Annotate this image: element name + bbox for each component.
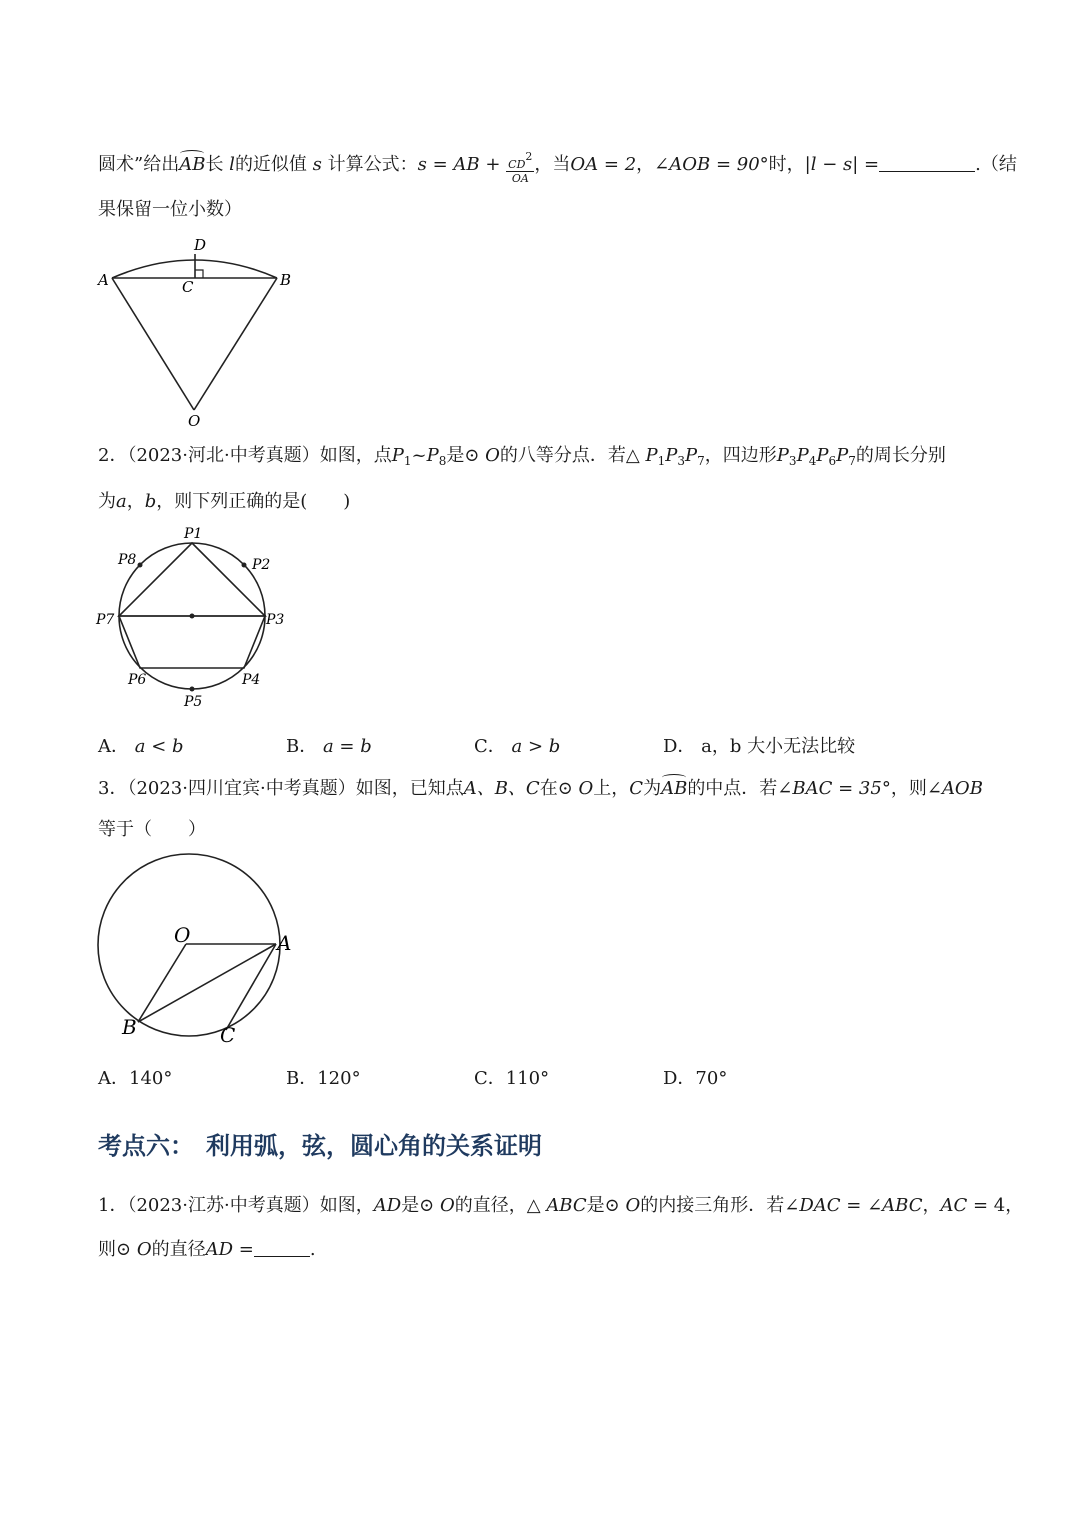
text: 在⊙ <box>539 778 573 799</box>
label-P7: P7 <box>96 612 115 628</box>
var: C <box>629 778 644 799</box>
q3-line-1 <box>98 777 983 801</box>
points: A、B、C <box>463 778 540 799</box>
sub: 7 <box>697 454 705 468</box>
q-prev-line-2: 果保留一位小数） <box>98 199 242 220</box>
text: ，当 <box>534 154 571 175</box>
label-O: O <box>188 412 201 430</box>
var: O <box>625 1195 641 1216</box>
sub: 3 <box>788 454 797 468</box>
sub: 6 <box>828 454 837 468</box>
text: ，则下列正确的是( ) <box>156 491 351 512</box>
label-P5: P5 <box>184 694 203 710</box>
var: O <box>578 778 594 799</box>
opt-text: a < b <box>134 736 184 757</box>
text: ，四边形 <box>704 445 777 466</box>
var: P <box>685 445 698 466</box>
opt-text: a，b 大小无法比较 <box>701 736 856 757</box>
label-B: B <box>280 271 292 289</box>
text: 为 <box>643 778 662 799</box>
var: AOB <box>941 778 983 799</box>
q3-option-d[interactable]: D．70° <box>663 1068 728 1089</box>
q2-option-a[interactable] <box>98 732 184 758</box>
var: P <box>391 445 404 466</box>
text: 1．（2023·江苏·中考真题）如图， <box>98 1195 374 1216</box>
formula: OA = 2 <box>570 154 637 175</box>
text: 是⊙ <box>446 445 480 466</box>
answer-blank[interactable] <box>254 1240 310 1257</box>
text: ， <box>126 491 145 512</box>
text: 2．（2023·河北·中考真题）如图，点 <box>98 445 392 466</box>
text: 为 <box>98 491 116 512</box>
q2-option-d[interactable] <box>663 732 855 758</box>
opt-label: A． <box>98 736 129 757</box>
text: 是⊙ <box>586 1195 620 1216</box>
q2-line-2 <box>98 490 350 514</box>
text: . <box>309 1239 316 1260</box>
q2-option-b[interactable] <box>286 732 372 758</box>
text: ，∠ <box>636 154 670 175</box>
opt-label: B． <box>286 736 318 757</box>
text: 的八等分点．若△ <box>499 445 640 466</box>
label-A: A <box>277 931 292 955</box>
var: P <box>776 445 789 466</box>
text: 时， <box>768 154 805 175</box>
figure-sector <box>90 232 300 432</box>
var: ABC <box>882 1195 923 1216</box>
text: = ∠ <box>840 1195 883 1216</box>
q3-line-2: 等于（ ） <box>98 819 206 840</box>
text: ， <box>922 1195 941 1216</box>
var: O <box>136 1239 152 1260</box>
var: b <box>144 491 157 512</box>
var: P <box>645 445 658 466</box>
var: P <box>665 445 678 466</box>
formula: |l − s| = <box>804 154 880 175</box>
arc-ab: AB <box>661 778 688 799</box>
var: P <box>426 445 439 466</box>
formula: BAC = 35° <box>792 778 891 799</box>
label-C: C <box>220 1023 236 1047</box>
text: 的周长分别 <box>855 445 946 466</box>
arc-ab: AB <box>179 154 206 175</box>
text: = 4， <box>967 1195 1024 1216</box>
q3-option-b[interactable]: B．120° <box>286 1068 361 1089</box>
var: O <box>439 1195 455 1216</box>
sub: 7 <box>848 454 856 468</box>
text: 计算公式： <box>327 154 418 175</box>
q2-line-1 <box>98 444 946 473</box>
opt-label: C． <box>474 736 506 757</box>
q3-option-a[interactable]: A．140° <box>98 1068 173 1089</box>
label-P1: P1 <box>184 526 203 542</box>
label-P4: P4 <box>242 672 261 688</box>
sub: 4 <box>808 454 817 468</box>
text: ~ <box>411 445 427 466</box>
fraction: $\frac{CD2}{OA}$ <box>508 150 533 185</box>
label-P8: P8 <box>118 552 137 568</box>
sub: 3 <box>677 454 686 468</box>
var: AD <box>373 1195 402 1216</box>
text: .（结 <box>975 154 1017 175</box>
q3-option-c[interactable]: C．110° <box>474 1068 550 1089</box>
label-C: C <box>182 278 194 296</box>
label-P2: P2 <box>252 557 271 573</box>
var: ABC <box>546 1195 587 1216</box>
q-prev-line-1 <box>98 150 1017 185</box>
sub: 8 <box>438 454 447 468</box>
var: AC <box>940 1195 968 1216</box>
var: P <box>796 445 809 466</box>
figure-circle-oab <box>94 852 304 1052</box>
q4-line-1 <box>98 1194 1023 1218</box>
opt-text: a > b <box>511 736 561 757</box>
section-title: 考点六： 利用弧，弦，圆心角的关系证明 <box>98 1132 542 1160</box>
label-O: O <box>174 923 191 947</box>
text: = <box>233 1239 254 1260</box>
var-s: s <box>312 154 322 175</box>
opt-label: D． <box>663 736 696 757</box>
sub: 1 <box>403 454 412 468</box>
var-l: l <box>229 154 235 175</box>
label-P3: P3 <box>266 612 285 628</box>
text: 上， <box>593 778 630 799</box>
text: 的近似值 <box>234 154 307 175</box>
text: 的直径 <box>151 1239 206 1260</box>
var: O <box>485 445 500 466</box>
label-P6: P6 <box>128 672 147 688</box>
var: P <box>836 445 849 466</box>
formula: AOB = 90° <box>669 154 769 175</box>
var: DAC <box>799 1195 841 1216</box>
var: P <box>816 445 829 466</box>
label-D: D <box>194 236 207 254</box>
var: AD <box>205 1239 234 1260</box>
text: 3．（2023·四川宜宾·中考真题）如图，已知点 <box>98 778 464 799</box>
var: a <box>116 491 127 512</box>
formula: s = AB + <box>417 154 507 175</box>
text: 则⊙ <box>98 1239 132 1260</box>
label-B: B <box>122 1015 137 1039</box>
text: 长 <box>205 154 224 175</box>
sub: 1 <box>657 454 666 468</box>
label-A: A <box>98 271 109 289</box>
text: 的中点．若∠ <box>687 778 793 799</box>
frac-num: CD <box>508 158 526 171</box>
text: 是⊙ <box>401 1195 435 1216</box>
text: ，则∠ <box>890 778 942 799</box>
figure-octagon-circle <box>96 522 296 722</box>
text: 圆术”给出 <box>98 154 180 175</box>
answer-blank[interactable] <box>879 155 975 172</box>
text: 的内接三角形．若∠ <box>640 1195 800 1216</box>
q2-option-c[interactable] <box>474 732 560 758</box>
frac-den: OA <box>511 172 529 185</box>
q4-line-2 <box>98 1238 316 1262</box>
opt-text: a = b <box>322 736 372 757</box>
text: 的直径，△ <box>454 1195 541 1216</box>
